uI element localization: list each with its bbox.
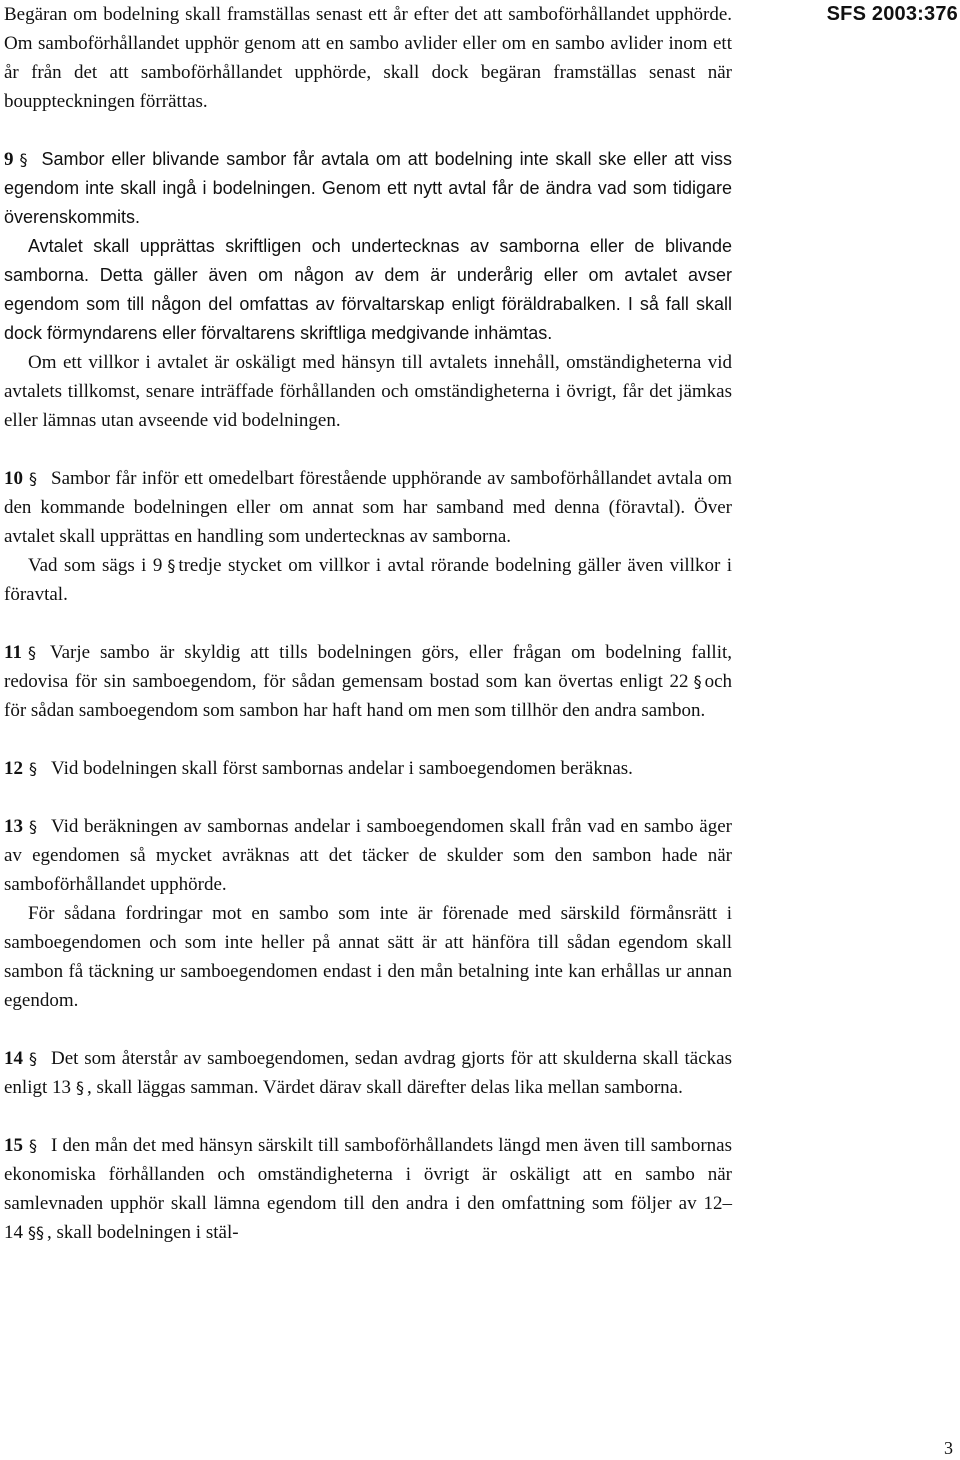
section-sign-icon: § bbox=[29, 759, 37, 778]
section-sign-icon: § bbox=[29, 469, 37, 488]
section-13-paragraph-1 bbox=[4, 812, 732, 899]
section-14 bbox=[4, 1044, 732, 1102]
section-15-paragraph-1 bbox=[4, 1131, 732, 1247]
paragraph-text: Varje sambo är skyldig att tills bodelningen görs, eller frågan om bodelning fallit, redovisa för sin samboegendom, för sådan gemensam bostad som kan övertas enligt 22 bbox=[4, 642, 732, 692]
section-13 bbox=[4, 812, 732, 1015]
paragraph-text: tredje stycket om villkor i avtal rörande bodelning gäller även villkor i föravtal. bbox=[4, 555, 732, 605]
section-9-paragraph-2 bbox=[4, 232, 732, 348]
section-number: 10 bbox=[4, 468, 23, 489]
paragraph-text: Avtalet skall upprättas skriftligen och undertecknas av samborna eller de blivande samborna. Detta gäller även om någon av dem är underårig eller om avtalet avser egendom som till någon del omfattas av förvaltarskap enligt föräldrabalken. I så fall skall dock förmyndarens eller förvaltarens skriftliga medgivande inhämtas. bbox=[4, 236, 732, 343]
section-11 bbox=[4, 638, 732, 725]
section-10-paragraph-1 bbox=[4, 464, 732, 551]
document-body bbox=[4, 0, 732, 1247]
section-9-paragraph-1 bbox=[4, 145, 732, 232]
section-sign-icon: § bbox=[19, 150, 28, 169]
section-number: 15 bbox=[4, 1135, 23, 1156]
section-11-paragraph-1 bbox=[4, 638, 732, 725]
section-sign-icon: § bbox=[29, 1136, 37, 1155]
section-sign-icon: § bbox=[167, 556, 176, 575]
section-14-paragraph-1 bbox=[4, 1044, 732, 1102]
section-15 bbox=[4, 1131, 732, 1247]
section-number: 12 bbox=[4, 758, 23, 779]
sfs-number: SFS 2003:376 bbox=[826, 3, 958, 25]
section-10 bbox=[4, 464, 732, 609]
paragraph-text: , skall läggas samman. Värdet därav skall därefter delas lika mellan samborna. bbox=[87, 1077, 683, 1098]
section-10-paragraph-2 bbox=[4, 551, 732, 609]
paragraph-text: Sambor eller blivande sambor får avtala om att bodelning inte skall ske eller att viss egendom inte skall ingå i bodelningen. Genom ett nytt avtal får de ändra vad som tidigare överenskommits. bbox=[4, 149, 732, 227]
section-12 bbox=[4, 754, 732, 783]
intro-section bbox=[4, 0, 732, 116]
section-12-paragraph-1 bbox=[4, 754, 732, 783]
section-sign-icon: § bbox=[29, 1049, 37, 1068]
paragraph-text: Sambor får inför ett omedelbart förestående upphörande av samboförhållandet avtala om den kommande bodelningen eller om annat som har samband med denna (föravtal). Över avtalet skall upprättas en handling som undertecknas av samborna. bbox=[4, 468, 732, 547]
section-13-paragraph-2: För sådana fordringar mot en sambo som inte är förenade med särskild förmånsrätt i samboegendomen och som inte heller på annat sätt är att hänföra till sådan egendom skall sambon få täckning ur samboegendomen endast i den mån betalning inte kan erhållas ur annan egendom. bbox=[4, 903, 732, 1011]
section-sign-icon: § bbox=[76, 1078, 85, 1097]
paragraph-text: Vid bodelningen skall först sambornas andelar i samboegendomen beräknas. bbox=[51, 758, 633, 779]
paragraph-text: , skall bodelningen i stäl- bbox=[47, 1222, 239, 1243]
paragraph-text: I den mån det med hänsyn särskilt till samboförhållandets längd men även till sambornas ekonomiska förhållanden och omständigheterna i övrigt är oskäligt att en sambo när samlevnaden upphör skall lämna egendom till den andra i den omfattning som följer av 12–14 bbox=[4, 1135, 732, 1243]
paragraph-text: Det som återstår av samboegendomen, sedan avdrag gjorts för att skulderna skall täckas enligt 13 bbox=[4, 1048, 732, 1098]
section-number: 13 bbox=[4, 816, 23, 837]
section-number: 11 bbox=[4, 642, 22, 663]
section-sign-icon: § bbox=[29, 817, 37, 836]
section-9 bbox=[4, 145, 732, 435]
section-sign-icon: §§ bbox=[28, 1223, 44, 1242]
section-number: 14 bbox=[4, 1048, 23, 1069]
section-sign-icon: § bbox=[693, 672, 702, 691]
paragraph-text: Vad som sägs i 9 bbox=[28, 555, 163, 576]
paragraph-text: Vid beräkningen av sambornas andelar i samboegendomen skall från vad en sambo äger av egendomen så mycket avräknas att det täcker de skulder som den sambon hade när samboförhållandet upphörde. bbox=[4, 816, 732, 895]
page-number: 3 bbox=[944, 1438, 953, 1458]
section-9-paragraph-3: Om ett villkor i avtalet är oskäligt med hänsyn till avtalets innehåll, omständigheterna vid avtalets tillkomst, senare inträffade förhållanden och omständigheterna i övrigt, får det jämkas eller lämnas utan avseende vid bodelningen. bbox=[4, 352, 732, 431]
section-number: 9 bbox=[4, 149, 14, 170]
intro-paragraph: Begäran om bodelning skall framställas senast ett år efter det att samboförhållandet upphörde. Om samboförhållandet upphör genom att en sambo avlider eller om en sambo avlider inom ett år från det att samboförhållandet upphörde, skall dock begäran framställas senast när bouppteckningen förrättas. bbox=[4, 4, 732, 112]
paragraph-text: och för sådan samboegendom som sambon har haft hand om men som tillhör den andra sambon. bbox=[4, 671, 732, 721]
section-sign-icon: § bbox=[27, 643, 36, 662]
